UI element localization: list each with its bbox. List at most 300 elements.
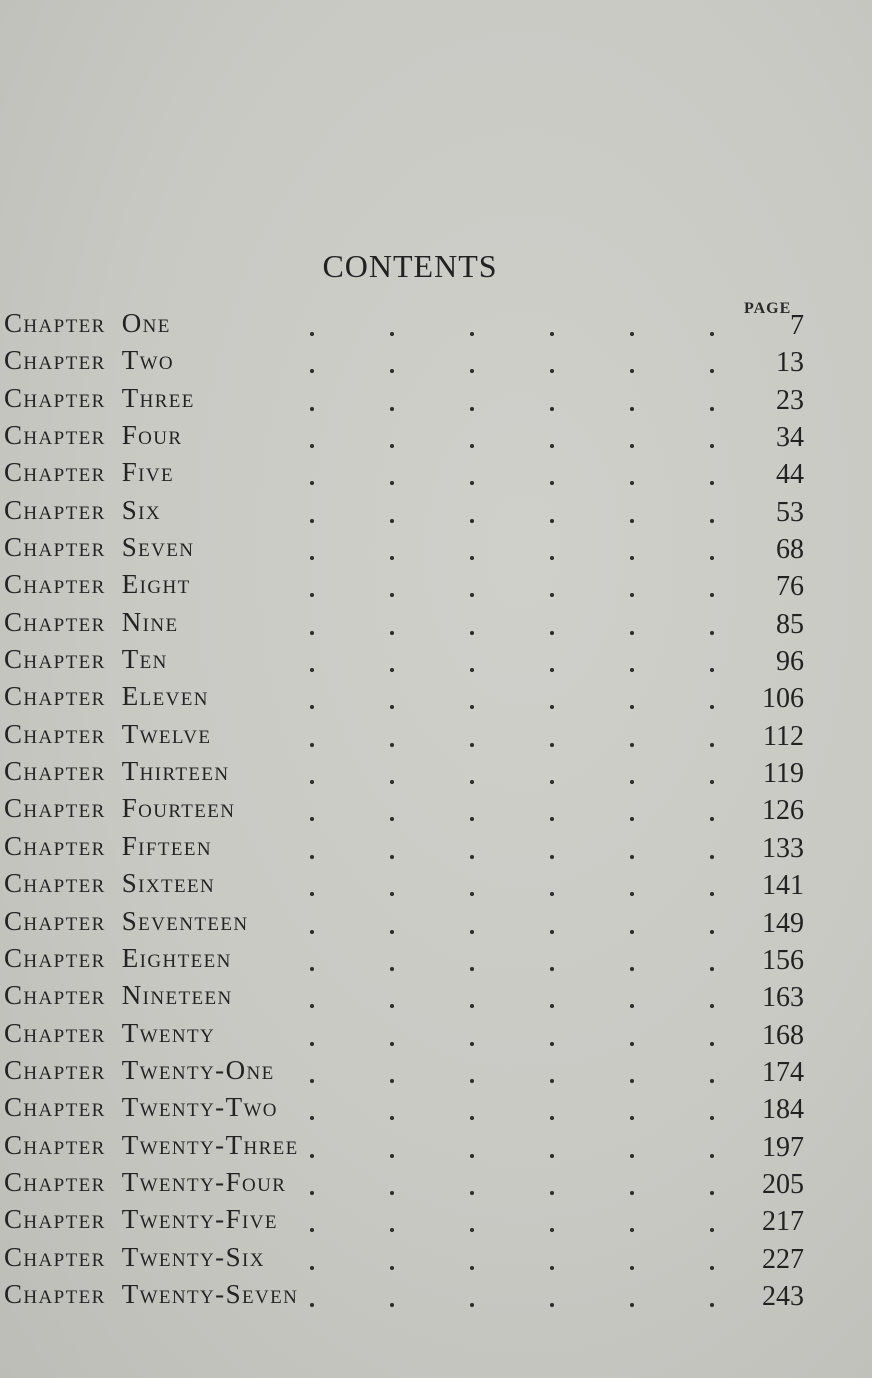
table-of-contents (4, 308, 804, 1328)
toc-entry (4, 980, 804, 1017)
toc-entry (4, 868, 804, 905)
leader-dot (710, 519, 714, 523)
chapter-prefix: Chapter (4, 494, 106, 525)
chapter-name: Twenty-Six (121, 1241, 265, 1272)
dot-leader (304, 569, 724, 606)
leader-dot (310, 1303, 314, 1307)
dot-leader (304, 719, 724, 756)
chapter-name: Seventeen (121, 905, 249, 936)
chapter-title (4, 607, 178, 638)
chapter-prefix: Chapter (4, 457, 106, 488)
chapter-prefix: Chapter (4, 382, 106, 413)
leader-dot (710, 967, 714, 971)
leader-dot (630, 444, 634, 448)
leader-dot (470, 556, 474, 560)
leader-dot (390, 407, 394, 411)
dot-leader (304, 681, 724, 718)
leader-dot (390, 892, 394, 896)
chapter-prefix: Chapter (4, 718, 106, 749)
leader-dot (390, 1191, 394, 1195)
toc-entry (4, 420, 804, 457)
toc-entry (4, 681, 804, 718)
page-number: 126 (762, 795, 804, 827)
dot-leader (304, 495, 724, 532)
chapter-name: Two (121, 345, 175, 376)
leader-dot (630, 780, 634, 784)
leader-dot (710, 631, 714, 635)
leader-dot (470, 407, 474, 411)
toc-entry (4, 1242, 804, 1279)
toc-entry (4, 569, 804, 606)
leader-dot (550, 892, 554, 896)
chapter-prefix: Chapter (4, 1054, 106, 1085)
leader-dot (550, 631, 554, 635)
chapter-title (4, 495, 161, 526)
page-number: 68 (776, 534, 804, 566)
leader-dot (710, 705, 714, 709)
toc-entry (4, 1018, 804, 1055)
page-number: 156 (762, 944, 804, 976)
leader-dot (630, 1004, 634, 1008)
leader-dot (470, 930, 474, 934)
leader-dot (630, 1042, 634, 1046)
leader-dot (550, 1228, 554, 1232)
chapter-name: Twenty-Four (121, 1166, 287, 1197)
leader-dot (630, 1079, 634, 1083)
leader-dot (710, 1154, 714, 1158)
toc-entry (4, 1055, 804, 1092)
leader-dot (630, 519, 634, 523)
chapter-title (4, 1130, 299, 1161)
leader-dot (390, 1228, 394, 1232)
chapter-prefix: Chapter (4, 606, 106, 637)
leader-dot (550, 743, 554, 747)
leader-dot (390, 855, 394, 859)
toc-entry (4, 756, 804, 793)
leader-dot (630, 631, 634, 635)
chapter-prefix: Chapter (4, 1092, 106, 1123)
toc-entry (4, 943, 804, 980)
leader-dot (550, 1042, 554, 1046)
leader-dot (390, 1004, 394, 1008)
chapter-name: Twelve (121, 718, 212, 749)
chapter-prefix: Chapter (4, 420, 106, 451)
chapter-name: Five (121, 457, 174, 488)
leader-dot (310, 705, 314, 709)
page-number: 7 (790, 310, 804, 341)
chapter-name: Nineteen (121, 980, 233, 1011)
dot-leader (304, 756, 724, 793)
leader-dot (550, 967, 554, 971)
toc-entry (4, 607, 804, 644)
leader-dot (390, 519, 394, 523)
leader-dot (310, 967, 314, 971)
chapter-prefix: Chapter (4, 868, 106, 899)
dot-leader (304, 607, 724, 644)
leader-dot (630, 705, 634, 709)
leader-dot (710, 1004, 714, 1008)
page-number: 53 (776, 496, 804, 528)
page-number: 112 (763, 720, 804, 752)
chapter-title (4, 793, 235, 824)
leader-dot (390, 556, 394, 560)
page-number: 174 (762, 1056, 804, 1088)
leader-dot (470, 705, 474, 709)
leader-dot (630, 1228, 634, 1232)
leader-dot (630, 593, 634, 597)
chapter-title (4, 308, 171, 339)
chapter-prefix: Chapter (4, 532, 106, 563)
leader-dot (550, 668, 554, 672)
leader-dot (390, 705, 394, 709)
leader-dot (470, 631, 474, 635)
leader-dot (310, 369, 314, 373)
leader-dot (710, 930, 714, 934)
chapter-prefix: Chapter (4, 1129, 106, 1160)
chapter-prefix: Chapter (4, 1166, 106, 1197)
chapter-prefix: Chapter (4, 345, 106, 376)
leader-dot (390, 967, 394, 971)
dot-leader (304, 793, 724, 830)
chapter-prefix: Chapter (4, 644, 106, 675)
leader-dot (710, 481, 714, 485)
chapter-title (4, 1242, 265, 1273)
leader-dot (310, 1042, 314, 1046)
chapter-title (4, 457, 174, 488)
leader-dot (630, 1191, 634, 1195)
chapter-title (4, 1167, 286, 1198)
leader-dot (470, 1303, 474, 1307)
leader-dot (550, 1191, 554, 1195)
chapter-prefix: Chapter (4, 980, 106, 1011)
leader-dot (630, 668, 634, 672)
toc-entry (4, 906, 804, 943)
leader-dot (550, 332, 554, 336)
leader-dot (710, 444, 714, 448)
toc-entry (4, 1279, 804, 1316)
leader-dot (310, 556, 314, 560)
chapter-name: Nine (121, 606, 179, 637)
toc-entry (4, 457, 804, 494)
leader-dot (710, 780, 714, 784)
leader-dot (470, 332, 474, 336)
dot-leader (304, 420, 724, 457)
toc-entry (4, 1092, 804, 1129)
leader-dot (710, 1228, 714, 1232)
leader-dot (630, 1266, 634, 1270)
leader-dot (310, 892, 314, 896)
leader-dot (470, 1004, 474, 1008)
leader-dot (550, 369, 554, 373)
leader-dot (710, 743, 714, 747)
leader-dot (310, 668, 314, 672)
leader-dot (630, 930, 634, 934)
leader-dot (550, 407, 554, 411)
leader-dot (550, 1079, 554, 1083)
dot-leader (304, 1018, 724, 1055)
leader-dot (390, 668, 394, 672)
dot-leader (304, 1092, 724, 1129)
leader-dot (470, 1042, 474, 1046)
leader-dot (550, 444, 554, 448)
leader-dot (710, 593, 714, 597)
dot-leader (304, 906, 724, 943)
leader-dot (550, 1154, 554, 1158)
leader-dot (470, 780, 474, 784)
chapter-prefix: Chapter (4, 681, 106, 712)
page-number: 197 (762, 1131, 804, 1163)
leader-dot (630, 855, 634, 859)
chapter-title (4, 906, 249, 937)
chapter-title (4, 1204, 278, 1235)
leader-dot (550, 556, 554, 560)
leader-dot (470, 892, 474, 896)
dot-leader (304, 532, 724, 569)
leader-dot (310, 481, 314, 485)
chapter-prefix: Chapter (4, 1017, 106, 1048)
leader-dot (470, 1116, 474, 1120)
leader-dot (310, 332, 314, 336)
toc-entry (4, 644, 804, 681)
page-number: 227 (762, 1243, 804, 1275)
leader-dot (550, 519, 554, 523)
dot-leader (304, 1055, 724, 1092)
chapter-name: Seven (121, 532, 195, 563)
leader-dot (550, 855, 554, 859)
dot-leader (304, 1242, 724, 1279)
chapter-name: Twenty-Five (121, 1204, 278, 1235)
leader-dot (630, 1116, 634, 1120)
chapter-prefix: Chapter (4, 569, 106, 600)
leader-dot (470, 1154, 474, 1158)
chapter-title (4, 756, 230, 787)
dot-leader (304, 345, 724, 382)
dot-leader (304, 1130, 724, 1167)
page-number: 13 (776, 347, 804, 379)
chapter-name: Twenty-Seven (121, 1278, 299, 1309)
chapter-title (4, 383, 195, 414)
leader-dot (550, 1266, 554, 1270)
leader-dot (390, 1116, 394, 1120)
leader-dot (470, 743, 474, 747)
page-number: 205 (762, 1168, 804, 1200)
leader-dot (710, 407, 714, 411)
chapter-name: Eighteen (121, 942, 232, 973)
chapter-title (4, 719, 211, 750)
page-number: 23 (776, 384, 804, 416)
chapter-title (4, 420, 182, 451)
leader-dot (390, 743, 394, 747)
chapter-name: Ten (121, 644, 168, 675)
leader-dot (470, 1079, 474, 1083)
leader-dot (310, 930, 314, 934)
leader-dot (710, 1303, 714, 1307)
leader-dot (550, 1116, 554, 1120)
dot-leader (304, 383, 724, 420)
page-number: 34 (776, 422, 804, 454)
leader-dot (390, 369, 394, 373)
leader-dot (550, 593, 554, 597)
page-number: 184 (762, 1094, 804, 1126)
chapter-name: Four (121, 420, 183, 451)
page-number: 96 (776, 646, 804, 678)
leader-dot (390, 817, 394, 821)
chapter-prefix: Chapter (4, 1278, 106, 1309)
leader-dot (470, 1266, 474, 1270)
leader-dot (470, 1228, 474, 1232)
leader-dot (390, 930, 394, 934)
leader-dot (310, 1191, 314, 1195)
chapter-name: Eleven (121, 681, 209, 712)
leader-dot (630, 481, 634, 485)
chapter-title (4, 1055, 275, 1086)
page-number: 168 (762, 1019, 804, 1051)
leader-dot (710, 817, 714, 821)
chapter-prefix: Chapter (4, 1241, 106, 1272)
page-number: 133 (762, 832, 804, 864)
page-number: 106 (762, 683, 804, 715)
leader-dot (630, 743, 634, 747)
leader-dot (390, 1079, 394, 1083)
leader-dot (710, 332, 714, 336)
chapter-name: Three (121, 382, 195, 413)
chapter-title (4, 1279, 298, 1310)
dot-leader (304, 457, 724, 494)
leader-dot (310, 817, 314, 821)
page-column-label: PAGE (744, 300, 792, 317)
leader-dot (550, 1004, 554, 1008)
leader-dot (710, 668, 714, 672)
chapter-name: One (121, 308, 171, 338)
leader-dot (710, 1191, 714, 1195)
leader-dot (470, 593, 474, 597)
leader-dot (390, 1154, 394, 1158)
toc-entry (4, 1167, 804, 1204)
toc-entry (4, 1204, 804, 1241)
leader-dot (630, 892, 634, 896)
leader-dot (470, 481, 474, 485)
leader-dot (710, 1079, 714, 1083)
chapter-prefix: Chapter (4, 942, 106, 973)
toc-entry (4, 1130, 804, 1167)
dot-leader (304, 1167, 724, 1204)
leader-dot (550, 930, 554, 934)
dot-leader (304, 831, 724, 868)
page-number: 119 (763, 758, 804, 790)
dot-leader (304, 644, 724, 681)
page-number: 44 (776, 459, 804, 491)
leader-dot (630, 817, 634, 821)
leader-dot (630, 1303, 634, 1307)
chapter-title (4, 644, 168, 675)
chapter-title (4, 532, 194, 563)
page-number: 243 (762, 1280, 804, 1312)
leader-dot (310, 519, 314, 523)
toc-entry (4, 495, 804, 532)
chapter-name: Thirteen (121, 756, 230, 787)
leader-dot (470, 855, 474, 859)
leader-dot (470, 967, 474, 971)
leader-dot (310, 855, 314, 859)
leader-dot (390, 593, 394, 597)
leader-dot (390, 631, 394, 635)
chapter-name: Eight (121, 569, 191, 600)
leader-dot (390, 332, 394, 336)
page-number: 149 (762, 907, 804, 939)
dot-leader (304, 1279, 724, 1316)
leader-dot (390, 780, 394, 784)
chapter-prefix: Chapter (4, 1204, 106, 1235)
leader-dot (390, 1303, 394, 1307)
chapter-name: Fourteen (121, 793, 236, 824)
leader-dot (390, 481, 394, 485)
leader-dot (470, 519, 474, 523)
chapter-name: Twenty-One (121, 1054, 275, 1085)
chapter-prefix: Chapter (4, 793, 106, 824)
leader-dot (310, 407, 314, 411)
leader-dot (630, 407, 634, 411)
chapter-name: Six (121, 494, 161, 525)
leader-dot (630, 967, 634, 971)
chapter-name: Twenty-Three (121, 1129, 299, 1160)
leader-dot (550, 817, 554, 821)
chapter-title (4, 1018, 215, 1049)
leader-dot (310, 1228, 314, 1232)
chapter-title (4, 868, 215, 899)
leader-dot (630, 556, 634, 560)
leader-dot (550, 705, 554, 709)
leader-dot (710, 892, 714, 896)
chapter-prefix: Chapter (4, 905, 106, 936)
chapter-name: Twenty (121, 1017, 216, 1048)
leader-dot (630, 332, 634, 336)
chapter-title (4, 831, 212, 862)
leader-dot (470, 817, 474, 821)
leader-dot (470, 369, 474, 373)
chapter-prefix: Chapter (4, 756, 106, 787)
chapter-title (4, 345, 174, 376)
toc-entry (4, 532, 804, 569)
dot-leader (304, 980, 724, 1017)
chapter-prefix: Chapter (4, 830, 106, 861)
dot-leader (304, 1204, 724, 1241)
leader-dot (310, 1116, 314, 1120)
page-number: 76 (776, 571, 804, 603)
toc-entry (4, 345, 804, 382)
chapter-prefix: Chapter (4, 308, 106, 338)
chapter-name: Twenty-Two (121, 1092, 278, 1123)
leader-dot (310, 1154, 314, 1158)
page-number: 163 (762, 982, 804, 1014)
toc-entry (4, 308, 804, 345)
leader-dot (470, 1191, 474, 1195)
leader-dot (550, 780, 554, 784)
leader-dot (390, 444, 394, 448)
dot-leader (304, 943, 724, 980)
leader-dot (550, 1303, 554, 1307)
leader-dot (550, 481, 554, 485)
page-number: 85 (776, 608, 804, 640)
leader-dot (310, 1266, 314, 1270)
chapter-title (4, 943, 232, 974)
leader-dot (310, 1079, 314, 1083)
toc-entry (4, 831, 804, 868)
leader-dot (710, 556, 714, 560)
leader-dot (310, 631, 314, 635)
leader-dot (630, 369, 634, 373)
dot-leader (304, 868, 724, 905)
toc-entry (4, 793, 804, 830)
